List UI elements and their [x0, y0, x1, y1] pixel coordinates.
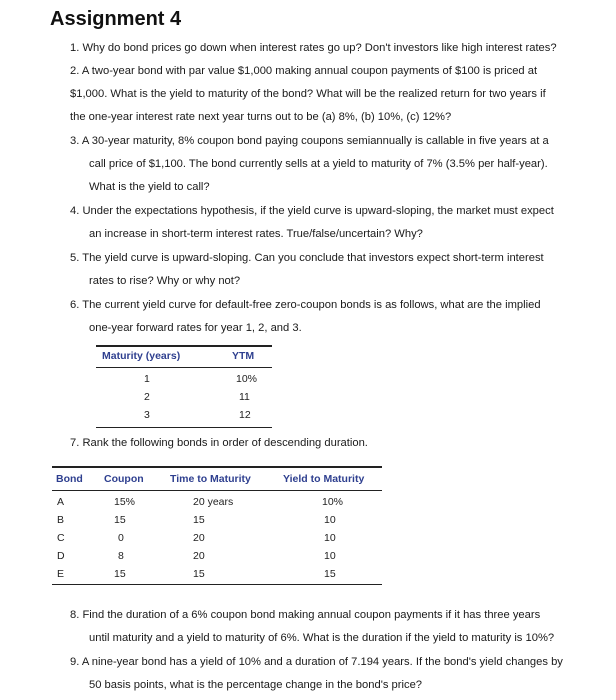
- question-1: [70, 37, 557, 60]
- bond-row-d-yield: 10: [324, 550, 336, 562]
- question-3: [70, 130, 549, 199]
- bond-row-e-coupon: 15: [114, 568, 126, 580]
- question-8: [70, 604, 554, 650]
- ytm-table-bottom-rule: [96, 427, 272, 428]
- question-2: [70, 60, 546, 129]
- ytm-table-top-rule: [96, 345, 272, 347]
- question-4: [70, 200, 554, 246]
- bond-row-e-time: 15: [193, 568, 205, 580]
- ytm-header-ytm: YTM: [232, 350, 255, 362]
- bond-row-b-yield: 10: [324, 514, 336, 526]
- bond-table-top-rule: [52, 466, 382, 468]
- question-5-line-1: The yield curve is upward-sloping. Can you conclude that investors expect short-term interest: [82, 252, 544, 264]
- question-5-line-2: rates to rise? Why or why not?: [89, 275, 241, 287]
- question-3-number: 3.: [70, 135, 80, 147]
- ytm-row-3-maturity: 3: [144, 409, 150, 421]
- bond-row-b-time: 15: [193, 514, 205, 526]
- bond-row-c-bond: C: [57, 532, 65, 544]
- bond-header-time: Time to Maturity: [170, 473, 251, 485]
- question-3-line-1: A 30-year maturity, 8% coupon bond paying coupons semiannually is callable in five years at a: [81, 135, 549, 147]
- bond-row-a-yield: 10%: [322, 496, 344, 508]
- bond-row-a-bond: A: [57, 496, 65, 508]
- question-7: [70, 432, 368, 455]
- ytm-row-3-ytm: 12: [239, 409, 251, 421]
- ytm-header-maturity: Maturity (years): [102, 350, 181, 362]
- question-3-line-2: call price of $1,100. The bond currently sells at a yield to maturity of 7% (3.5% per half-year).: [89, 158, 548, 170]
- bond-row-d-bond: D: [57, 550, 65, 562]
- bond-table-header-rule: [52, 490, 382, 491]
- question-6-number: 6.: [70, 299, 80, 311]
- question-8-number: 8.: [70, 609, 80, 621]
- question-4-number: 4.: [70, 205, 80, 217]
- ytm-row-2-maturity: 2: [144, 391, 150, 403]
- question-1-line-1: Why do bond prices go down when interest rates go up? Don't investors like high interest rates?: [82, 42, 557, 54]
- bond-header-yield: Yield to Maturity: [283, 473, 365, 485]
- question-2-number: 2.: [70, 65, 80, 77]
- bond-row-b-coupon: 15: [114, 514, 126, 526]
- ytm-row-1-ytm: 10%: [236, 373, 258, 385]
- bond-row-c-yield: 10: [324, 532, 336, 544]
- question-6-line-2: one-year forward rates for year 1, 2, and 3.: [89, 322, 302, 334]
- question-2-line-3: the one-year interest rate next year turns out to be (a) 8%, (b) 10%, (c) 12%?: [70, 111, 452, 123]
- question-6: [70, 294, 541, 340]
- bond-row-a-coupon: 15%: [114, 496, 136, 508]
- bond-header-bond: Bond: [56, 473, 83, 485]
- question-3-line-3: What is the yield to call?: [89, 181, 210, 193]
- question-8-line-2: until maturity and a yield to maturity of 6%. What is the duration if the yield to maturity is 10%?: [89, 632, 555, 644]
- ytm-table-header-rule: [96, 367, 272, 368]
- bond-row-e-bond: E: [57, 568, 65, 580]
- question-5: [70, 247, 544, 293]
- question-9-number: 9.: [70, 656, 80, 668]
- assignment-title: Assignment 4: [50, 8, 182, 30]
- bond-row-c-time: 20: [193, 532, 205, 544]
- ytm-row-1-maturity: 1: [144, 373, 150, 385]
- question-7-number: 7.: [70, 437, 80, 449]
- bond-row-d-time: 20: [193, 550, 205, 562]
- bond-row-b-bond: B: [57, 514, 65, 526]
- question-7-line-1: Rank the following bonds in order of descending duration.: [82, 437, 368, 449]
- question-9-line-2: 50 basis points, what is the percentage change in the bond's price?: [89, 679, 423, 691]
- bond-row-d-coupon: 8: [118, 550, 124, 562]
- bond-table-bottom-rule: [52, 584, 382, 585]
- question-9-line-1: A nine-year bond has a yield of 10% and a duration of 7.194 years. If the bond's yield changes by: [81, 656, 563, 668]
- question-6-line-1: The current yield curve for default-free zero-coupon bonds is as follows, what are the implied: [82, 299, 541, 311]
- question-4-line-1: Under the expectations hypothesis, if the yield curve is upward-sloping, the market must expect: [82, 205, 554, 217]
- bond-row-a-time: 20 years: [193, 496, 234, 508]
- question-1-number: 1.: [70, 42, 80, 54]
- bond-row-c-coupon: 0: [118, 532, 124, 544]
- question-4-line-2: an increase in short-term interest rates. True/false/uncertain? Why?: [89, 228, 423, 240]
- ytm-row-2-ytm: 11: [239, 391, 250, 403]
- question-9: [70, 651, 563, 697]
- question-2-line-2: $1,000. What is the yield to maturity of the bond? What will be the realized return for two years if: [70, 88, 546, 100]
- question-8-line-1: Find the duration of a 6% coupon bond making annual coupon payments if it has three years: [82, 609, 541, 621]
- question-2-line-1: A two-year bond with par value $1,000 making annual coupon payments of $100 is priced at: [81, 65, 538, 77]
- question-5-number: 5.: [70, 252, 80, 264]
- bond-row-e-yield: 15: [324, 568, 336, 580]
- bond-header-coupon: Coupon: [104, 473, 144, 485]
